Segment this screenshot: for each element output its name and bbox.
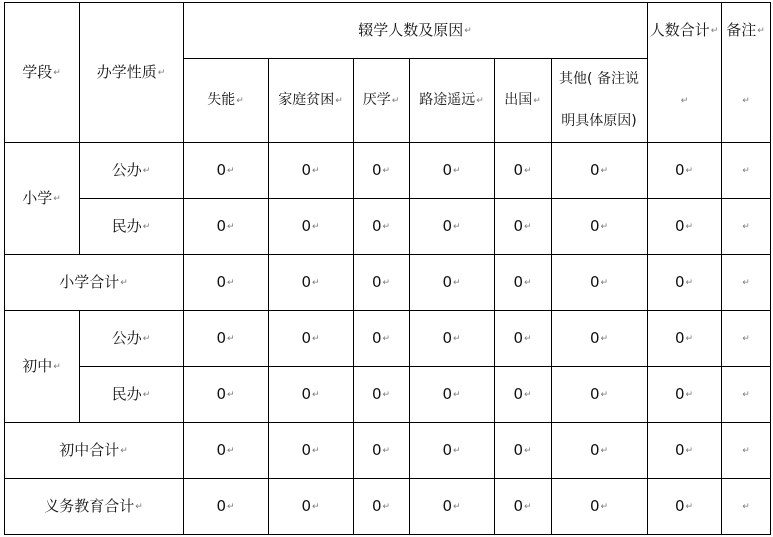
paragraph-mark: ↵ (142, 165, 151, 176)
value-cell (551, 310, 647, 366)
row-total-cell-text: 0 (674, 272, 685, 291)
value-cell (268, 198, 353, 254)
value-cell-text: 0 (589, 216, 600, 235)
value-cell (183, 366, 268, 422)
header-remark (721, 2, 770, 58)
header-reason-4 (494, 58, 551, 142)
header-reason-0 (183, 58, 268, 142)
value-cell (268, 366, 353, 422)
value-cell-text: 0 (442, 272, 452, 291)
value-cell-text: 0 (442, 440, 452, 459)
value-cell (494, 478, 551, 534)
paragraph-mark: ↵ (53, 361, 61, 372)
value-cell (551, 142, 647, 198)
paragraph-mark: ↵ (742, 501, 750, 512)
paragraph-mark: ↵ (757, 25, 765, 36)
value-cell-text: 0 (216, 216, 226, 235)
value-cell (494, 310, 551, 366)
row-total-cell (647, 310, 721, 366)
value-cell (268, 254, 353, 310)
row-total-cell-text: 0 (674, 384, 685, 403)
value-cell-text: 0 (301, 384, 311, 403)
header-reason-1-text: 家庭贫困 (278, 92, 335, 108)
paragraph-mark: ↵ (742, 333, 750, 344)
paragraph-mark: ↵ (227, 445, 235, 456)
paragraph-mark: ↵ (742, 95, 750, 106)
value-cell (494, 142, 551, 198)
value-cell (494, 254, 551, 310)
paragraph-mark: ↵ (312, 165, 320, 176)
paragraph-mark: ↵ (742, 277, 750, 288)
paragraph-mark: ↵ (533, 95, 541, 106)
paragraph-mark: ↵ (53, 67, 61, 78)
paragraph-mark: ↵ (453, 389, 461, 400)
paragraph-mark: ↵ (312, 221, 320, 232)
value-cell (268, 422, 353, 478)
value-cell-text: 0 (371, 216, 382, 235)
header-reason-0-text: 失能 (207, 92, 236, 108)
value-cell (409, 142, 494, 198)
row-group-junior-text: 初中 (22, 356, 53, 375)
paragraph-mark: ↵ (742, 445, 750, 456)
paragraph-mark: ↵ (142, 333, 151, 344)
paragraph-mark: ↵ (464, 25, 472, 36)
header-reason-2-text: 厌学 (362, 92, 391, 108)
paragraph-mark: ↵ (120, 277, 128, 288)
value-cell (183, 254, 268, 310)
row-school-type (79, 198, 183, 254)
paragraph-mark: ↵ (600, 333, 609, 344)
value-cell (268, 310, 353, 366)
header-total-blank (647, 58, 721, 142)
row-total-label (4, 478, 183, 534)
header-total (647, 2, 721, 58)
row-remark-cell (721, 478, 770, 534)
value-cell (183, 478, 268, 534)
paragraph-mark: ↵ (742, 165, 750, 176)
value-cell-text: 0 (442, 160, 452, 179)
value-cell-text: 0 (371, 160, 382, 179)
row-total-cell (647, 478, 721, 534)
row-school-type-text: 民办 (111, 216, 142, 235)
value-cell (353, 310, 409, 366)
paragraph-mark: ↵ (476, 95, 484, 106)
paragraph-mark: ↵ (685, 333, 694, 344)
paragraph-mark: ↵ (680, 95, 689, 106)
value-cell-text: 0 (513, 440, 523, 459)
value-cell-text: 0 (589, 328, 600, 347)
paragraph-mark: ↵ (685, 165, 694, 176)
value-cell (494, 422, 551, 478)
value-cell (551, 254, 647, 310)
paragraph-mark: ↵ (453, 221, 461, 232)
paragraph-mark: ↵ (120, 445, 128, 456)
header-reason-3 (409, 58, 494, 142)
value-cell-text: 0 (371, 328, 382, 347)
paragraph-mark: ↵ (312, 333, 320, 344)
paragraph-mark: ↵ (524, 221, 532, 232)
paragraph-mark: ↵ (524, 277, 532, 288)
value-cell (409, 366, 494, 422)
paragraph-mark: ↵ (685, 501, 694, 512)
paragraph-mark: ↵ (312, 445, 320, 456)
row-total-cell-text: 0 (674, 440, 685, 459)
paragraph-mark: ↵ (524, 165, 532, 176)
value-cell-text: 0 (301, 160, 311, 179)
value-cell-text: 0 (589, 440, 600, 459)
paragraph-mark: ↵ (227, 389, 235, 400)
paragraph-mark: ↵ (382, 445, 391, 456)
paragraph-mark: ↵ (742, 389, 750, 400)
paragraph-mark: ↵ (453, 165, 461, 176)
paragraph-mark: ↵ (600, 389, 609, 400)
row-group-junior (4, 310, 79, 422)
row-school-type-text: 公办 (111, 160, 142, 179)
header-reason-1 (268, 58, 353, 142)
value-cell-text: 0 (371, 496, 382, 515)
paragraph-mark: ↵ (157, 67, 166, 78)
value-cell-text: 0 (513, 160, 523, 179)
row-total-label (4, 254, 183, 310)
row-remark-cell (721, 366, 770, 422)
paragraph-mark: ↵ (382, 165, 391, 176)
table-border-right (770, 2, 771, 535)
row-total-cell (647, 254, 721, 310)
value-cell-text: 0 (589, 272, 600, 291)
value-cell-text: 0 (442, 384, 452, 403)
value-cell-text: 0 (216, 328, 226, 347)
value-cell-text: 0 (442, 328, 452, 347)
header-reason-4-text: 出国 (504, 92, 533, 108)
header-total-text: 人数合计 (649, 20, 710, 39)
value-cell (353, 366, 409, 422)
row-total-cell-text: 0 (674, 328, 685, 347)
value-cell (268, 478, 353, 534)
value-cell (183, 422, 268, 478)
header-reason-other-other_line1: 其他( 备注说 (559, 71, 639, 87)
header-school-type (79, 2, 183, 142)
value-cell (551, 478, 647, 534)
row-remark-cell (721, 142, 770, 198)
paragraph-mark: ↵ (600, 445, 609, 456)
header-stage-text: 学段 (22, 62, 53, 81)
value-cell (409, 254, 494, 310)
header-dropout-group-text: 辍学人数及原因 (358, 20, 464, 39)
value-cell (353, 254, 409, 310)
row-total-label (4, 422, 183, 478)
header-reason-other (551, 58, 647, 142)
value-cell-text: 0 (301, 216, 311, 235)
value-cell (353, 478, 409, 534)
value-cell-text: 0 (513, 272, 523, 291)
value-cell-text: 0 (513, 496, 523, 515)
paragraph-mark: ↵ (600, 221, 609, 232)
paragraph-mark: ↵ (453, 277, 461, 288)
value-cell (353, 422, 409, 478)
value-cell-text: 0 (216, 384, 226, 403)
header-reason-2 (353, 58, 409, 142)
paragraph-mark: ↵ (135, 501, 143, 512)
row-school-type (79, 310, 183, 366)
paragraph-mark: ↵ (227, 165, 235, 176)
row-total-cell (647, 198, 721, 254)
value-cell (409, 422, 494, 478)
value-cell (268, 142, 353, 198)
value-cell-text: 0 (589, 384, 600, 403)
paragraph-mark: ↵ (312, 501, 320, 512)
value-cell-text: 0 (371, 384, 382, 403)
paragraph-mark: ↵ (227, 333, 235, 344)
value-cell-text: 0 (301, 440, 311, 459)
value-cell-text: 0 (513, 328, 523, 347)
row-remark-cell (721, 422, 770, 478)
paragraph-mark: ↵ (600, 165, 609, 176)
paragraph-mark: ↵ (227, 277, 235, 288)
value-cell-text: 0 (371, 272, 382, 291)
paragraph-mark: ↵ (227, 501, 235, 512)
paragraph-mark: ↵ (600, 277, 609, 288)
paragraph-mark: ↵ (453, 333, 461, 344)
paragraph-mark: ↵ (382, 221, 391, 232)
paragraph-mark: ↵ (382, 333, 391, 344)
value-cell-text: 0 (513, 216, 523, 235)
value-cell-text: 0 (301, 328, 311, 347)
paragraph-mark: ↵ (312, 389, 320, 400)
value-cell (551, 198, 647, 254)
header-reason-3-text: 路途遥远 (419, 92, 476, 108)
value-cell (409, 478, 494, 534)
row-school-type-text: 公办 (111, 328, 142, 347)
row-group-primary-text: 小学 (22, 188, 53, 207)
value-cell (551, 422, 647, 478)
header-stage (4, 2, 79, 142)
paragraph-mark: ↵ (142, 389, 151, 400)
value-cell-text: 0 (513, 384, 523, 403)
value-cell-text: 0 (216, 272, 226, 291)
paragraph-mark: ↵ (524, 445, 532, 456)
value-cell (409, 310, 494, 366)
value-cell-text: 0 (442, 496, 452, 515)
paragraph-mark: ↵ (453, 501, 461, 512)
paragraph-mark: ↵ (685, 221, 694, 232)
paragraph-mark: ↵ (600, 501, 609, 512)
row-total-label-text: 义务教育合计 (44, 496, 135, 515)
paragraph-mark: ↵ (710, 25, 719, 36)
value-cell (494, 366, 551, 422)
row-remark-cell (721, 310, 770, 366)
row-group-primary (4, 142, 79, 254)
paragraph-mark: ↵ (53, 193, 61, 204)
paragraph-mark: ↵ (524, 501, 532, 512)
paragraph-mark: ↵ (391, 95, 400, 106)
value-cell-text: 0 (216, 160, 226, 179)
value-cell (353, 142, 409, 198)
paragraph-mark: ↵ (382, 501, 391, 512)
value-cell-text: 0 (589, 160, 600, 179)
row-school-type (79, 142, 183, 198)
header-reason-other-other_line2: 明具体原因) (561, 113, 637, 129)
row-total-cell (647, 422, 721, 478)
row-total-cell-text: 0 (674, 216, 685, 235)
row-remark-cell (721, 198, 770, 254)
paragraph-mark: ↵ (142, 221, 151, 232)
row-total-label-text: 初中合计 (59, 440, 120, 459)
paragraph-mark: ↵ (335, 95, 343, 106)
header-school-type-text: 办学性质 (96, 62, 157, 81)
row-total-label-text: 小学合计 (59, 272, 120, 291)
row-remark-cell (721, 254, 770, 310)
value-cell (183, 310, 268, 366)
value-cell (183, 198, 268, 254)
row-total-cell (647, 142, 721, 198)
paragraph-mark: ↵ (685, 277, 694, 288)
header-remark-blank (721, 58, 770, 142)
value-cell-text: 0 (442, 216, 452, 235)
paragraph-mark: ↵ (742, 221, 750, 232)
paragraph-mark: ↵ (312, 277, 320, 288)
row-total-cell-text: 0 (674, 160, 685, 179)
paragraph-mark: ↵ (382, 277, 391, 288)
row-school-type-text: 民办 (111, 384, 142, 403)
value-cell-text: 0 (371, 440, 382, 459)
paragraph-mark: ↵ (236, 95, 244, 106)
paragraph-mark: ↵ (524, 333, 532, 344)
value-cell (551, 366, 647, 422)
paragraph-mark: ↵ (227, 221, 235, 232)
row-total-cell-text: 0 (674, 496, 685, 515)
row-total-cell (647, 366, 721, 422)
value-cell (353, 198, 409, 254)
value-cell (183, 142, 268, 198)
value-cell-text: 0 (301, 272, 311, 291)
value-cell (409, 198, 494, 254)
paragraph-mark: ↵ (524, 389, 532, 400)
paragraph-mark: ↵ (382, 389, 391, 400)
row-school-type (79, 366, 183, 422)
header-remark-text: 备注 (726, 20, 757, 39)
dropout-statistics-table (4, 2, 770, 534)
paragraph-mark: ↵ (685, 389, 694, 400)
value-cell-text: 0 (216, 496, 226, 515)
paragraph-mark: ↵ (453, 445, 461, 456)
value-cell-text: 0 (216, 440, 226, 459)
paragraph-mark: ↵ (685, 445, 694, 456)
value-cell-text: 0 (301, 496, 311, 515)
value-cell (494, 198, 551, 254)
header-dropout-group (183, 2, 647, 58)
table-border-bottom (4, 534, 770, 535)
value-cell-text: 0 (589, 496, 600, 515)
